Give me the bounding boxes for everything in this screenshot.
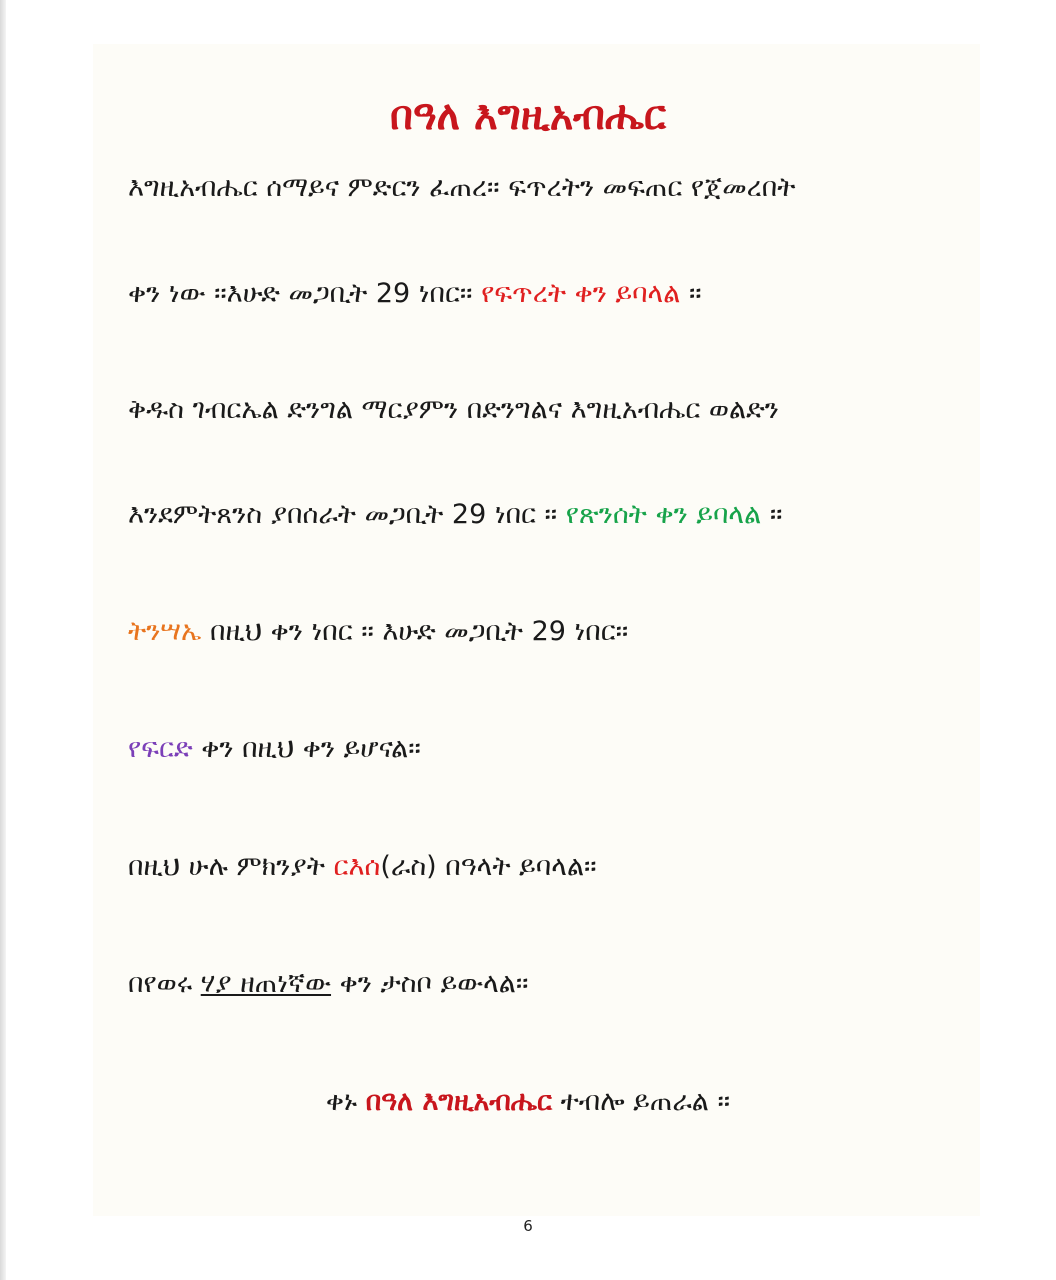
paragraph-4 xyxy=(128,735,421,762)
text-run: ቀን ነው ።እሁድ መጋቢት 29 ነበር። xyxy=(128,278,482,309)
page-number: 6 xyxy=(523,1217,533,1235)
paragraph-1-line-2 xyxy=(128,280,702,307)
highlight-conception-day: የጽንሰት ቀን ይባላል xyxy=(565,499,762,530)
highlight-resurrection: ትንሣኤ xyxy=(128,616,202,647)
text-run: ቀኑ xyxy=(325,1086,366,1117)
page-title: በዓለ እግዚአብሔር xyxy=(390,93,666,139)
underlined-twenty-ninth: ሃያ ዘጠነኛው xyxy=(200,968,332,999)
text-run: እንደምትጸንስ ያበሰራት መጋቢት 29 ነበር ። xyxy=(128,499,566,530)
text-run: ። xyxy=(680,278,702,309)
text-run: ቀን በዚህ ቀን ይሆናል። xyxy=(192,733,421,764)
paragraph-6 xyxy=(128,970,529,997)
paragraph-5 xyxy=(128,853,597,880)
highlight-head: ርእሰ xyxy=(333,851,381,882)
paragraph-7 xyxy=(0,1088,1056,1115)
highlight-feast-name: በዓለ እግዚአብሔር xyxy=(365,1086,552,1117)
text-run: በዚህ ቀን ነበር ። እሁድ መጋቢት 29 ነበር። xyxy=(201,616,629,647)
text-run: (ራስ) በዓላት ይባላል። xyxy=(380,851,597,882)
text-run: እግዚአብሔር ሰማይና ምድርን ፈጠረ። ፍጥረትን መፍጠር የጀመረበት xyxy=(128,172,796,203)
highlight-judgment: የፍርድ xyxy=(128,733,193,764)
text-run: በዚህ ሁሉ ምክንያት xyxy=(128,851,334,882)
paragraph-1-line-1 xyxy=(128,174,795,201)
paragraph-3 xyxy=(128,618,628,645)
text-run: ቀን ታስቦ ይውላል። xyxy=(331,968,529,999)
paragraph-2-line-2 xyxy=(128,501,782,528)
highlight-creation-day: የፍጥረት ቀን ይባላል xyxy=(481,278,681,309)
text-run: ተብሎ ይጠራል ። xyxy=(551,1086,731,1117)
paragraph-2-line-1 xyxy=(128,396,779,423)
text-run: ። xyxy=(761,499,783,530)
text-run: ቅዱስ ገብርኤል ድንግል ማርያምን በድንግልና እግዚአብሔር ወልድን xyxy=(128,394,779,425)
text-run: በየወሩ xyxy=(128,968,201,999)
